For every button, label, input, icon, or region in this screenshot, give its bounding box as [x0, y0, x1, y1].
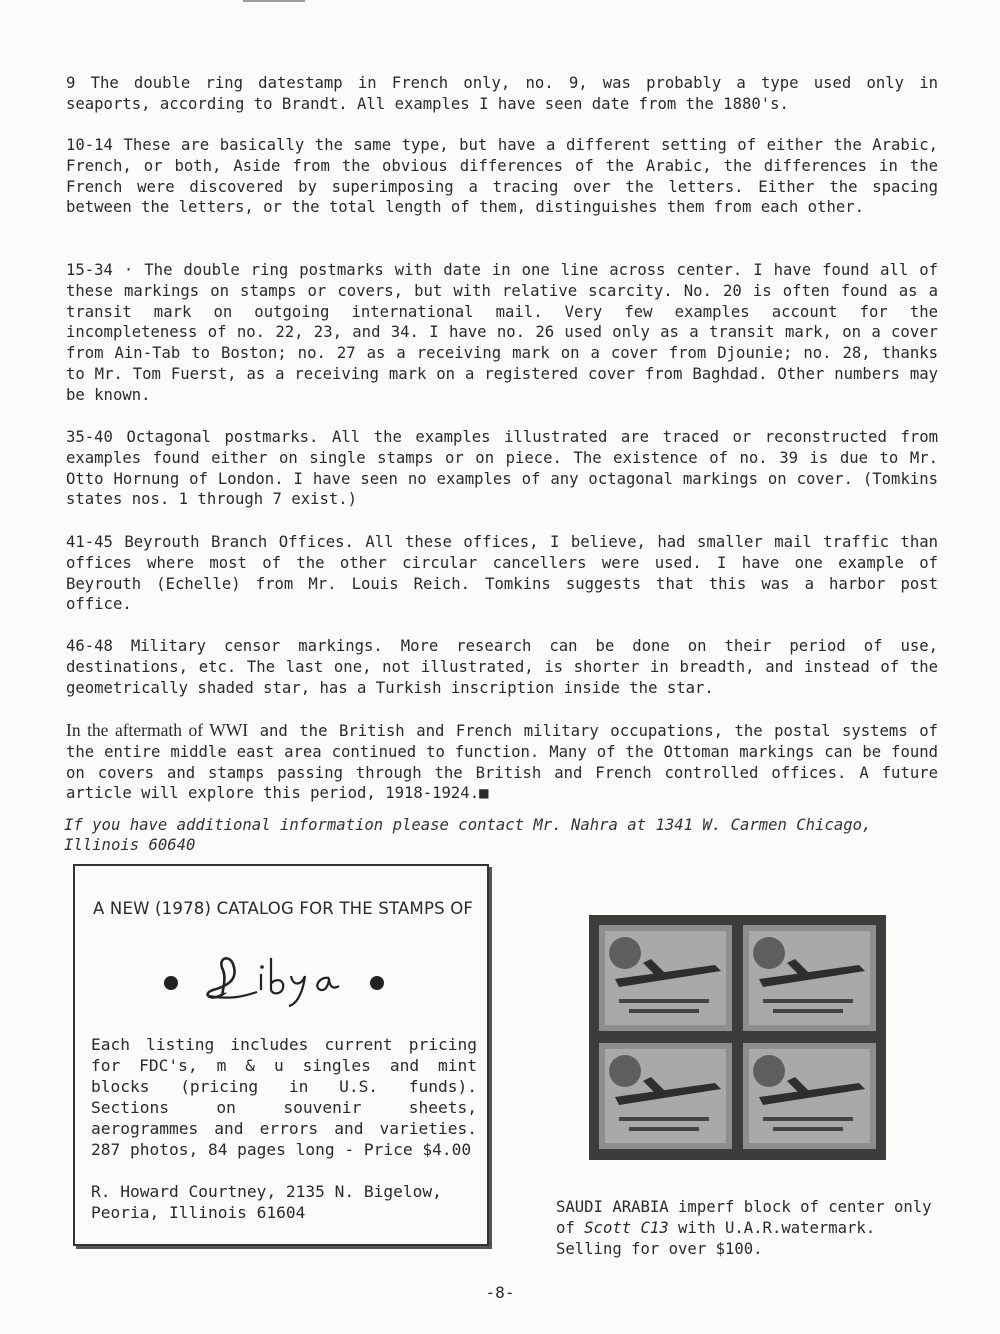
libya-logo	[161, 950, 391, 1010]
ad-heading: A NEW (1978) CATALOG FOR THE STAMPS OF	[93, 899, 474, 918]
stamp-block-photo	[589, 915, 886, 1160]
stamp-top-right	[743, 925, 876, 1031]
closing-lead: In the aftermath of WWI	[66, 720, 249, 740]
paragraph-items-35-40: 35-40 Octagonal postmarks. All the examples illustrated are traced or reconstructed from examples found either on single stamps or on piece. The existence of no. 39 is due to Mr. Otto Hornung of London. I have seen no examples of any octagonal markings on cover. (Tomkins states nos. 1 through 7 exist.)	[66, 428, 938, 509]
contact-note: If you have additional information please contact Mr. Nahra at 1341 W. Carmen Chicago, Illinois 60640	[64, 816, 872, 854]
paragraph-items-46-48: 46-48 Military censor markings. More research can be done on their period of use, destinations, etc. The last one, not illustrated, is shorter in breadth, and instead of the geometrically shaded star, has a Turkish inscription inside the star.	[66, 637, 938, 697]
caption-part2: with U.A.R.watermark. Selling for over $100.	[556, 1219, 876, 1258]
photo-caption	[556, 1197, 936, 1260]
closing-paragraph	[66, 720, 938, 804]
paragraph-items-15-34: 15-34 · The double ring postmarks with date in one line across center. I have found all of these markings on stamps or covers, but with relative scarcity. No. 20 is often found as a transit mark on outgoing international mail. Very few examples account for the incompleteness of no. 22, 23, and 34. I have no. 26 used only as a transit mark, on a cover from Ain-Tab to Boston; no. 27 as a receiving mark on a cover from Djounie; no. 28, thanks to Mr. Tom Fuerst, as a receiving mark on a registered cover from Baghdad. Other numbers may be known.	[66, 261, 938, 404]
end-mark: ■	[479, 784, 489, 803]
stamp-bottom-right	[743, 1043, 876, 1149]
imperf-stamp-block	[589, 915, 886, 1160]
catalog-advertisement	[73, 864, 489, 1246]
ad-address-line2: Peoria, Illinois 61604	[91, 1203, 306, 1222]
caption-part1: SAUDI ARABIA imperf block of center only of	[556, 1198, 932, 1237]
stamp-bottom-left	[599, 1043, 732, 1149]
ad-body: Each listing includes current pricing for FDC's, m & u singles and mint blocks (pricing in U.S. funds). Sections on souvenir sheets, aerogrammes and errors and varieties. 287 photos, 84 pages long - Price $4.00	[91, 1035, 477, 1159]
paragraph-item-9: 9 The double ring datestamp in French only, no. 9, was probably a type used only in seaports, according to Brandt. All examples I have seen date from the 1880's.	[66, 74, 938, 113]
caption-catalog-ref: Scott C13	[584, 1219, 669, 1237]
paragraph-items-41-45: 41-45 Beyrouth Branch Offices. All these offices, I believe, had smaller mail traffic than offices where most of the other circular cancellers were used. I have one example of Beyrouth (Echelle) from Mr. Louis Reich. Tomkins suggests that this was a harbor post office.	[66, 533, 938, 614]
ad-address	[91, 1181, 477, 1223]
stamp-top-left	[599, 925, 732, 1031]
paragraph-items-10-14: 10-14 These are basically the same type, but have a different setting of either the Arabic, French, or both, Aside from the obvious differences of the Arabic, the differences in the French were discovered by superimposing a tracing over the letters. Either the spacing between the letters, or the total length of them, distinguishes them from each other.	[66, 136, 938, 217]
page-number: -8-	[485, 1283, 515, 1302]
top-edge-mark	[243, 0, 305, 2]
ad-address-line1: R. Howard Courtney, 2135 N. Bigelow,	[91, 1182, 442, 1201]
closing-text: and the British and French military occupations, the postal systems of the entire middle east area continued to function. Many of the Ottoman markings can be found on covers and stamps passing through the British and French controlled offices. A future article will explore this period, 1918-1924.	[66, 722, 938, 803]
